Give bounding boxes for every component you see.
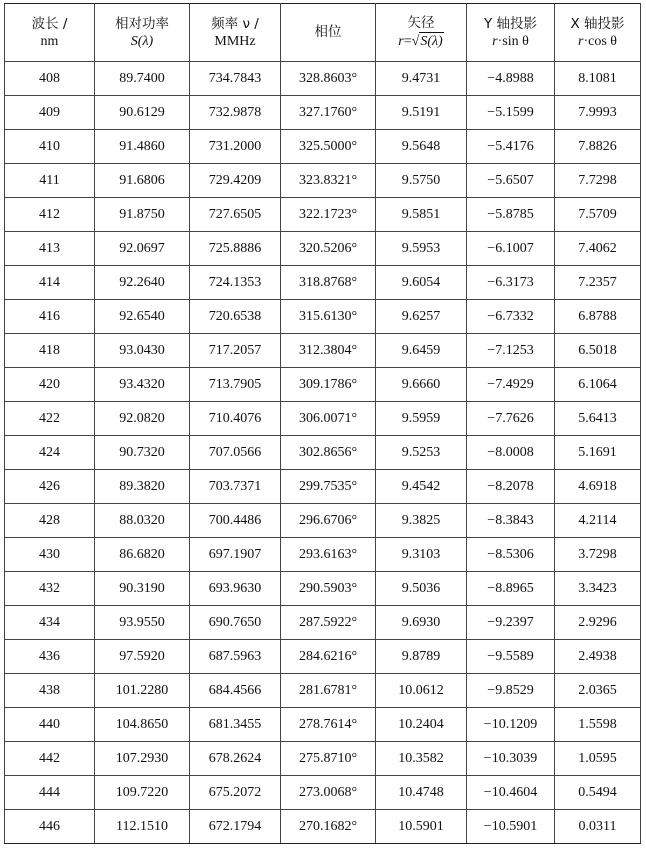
header-power-symbol <box>95 33 189 50</box>
header-frequency-unit: MMHz <box>214 33 256 49</box>
wavelength-cell: 414 <box>5 266 95 300</box>
power-cell: 93.4320 <box>95 368 190 402</box>
y-projection-cell: −8.2078 <box>467 470 555 504</box>
wavelength-cell: 426 <box>5 470 95 504</box>
header-frequency-label: 频率 ν / <box>211 15 259 32</box>
table-row <box>5 334 641 368</box>
vector-cell: 9.3103 <box>376 538 467 572</box>
phase-cell: 323.8321° <box>281 164 376 198</box>
wavelength-cell: 411 <box>5 164 95 198</box>
header-vector-eq: =√ <box>403 34 420 49</box>
x-projection-cell: 6.1064 <box>555 368 641 402</box>
header-power-s: S <box>130 33 138 49</box>
header-relative-power <box>95 4 190 62</box>
y-projection-cell: −5.1599 <box>467 96 555 130</box>
wavelength-cell: 436 <box>5 640 95 674</box>
x-projection-cell: 7.8826 <box>555 130 641 164</box>
x-projection-cell: 1.0595 <box>555 742 641 776</box>
table-row <box>5 300 641 334</box>
frequency-cell: 707.0566 <box>190 436 281 470</box>
x-projection-cell: 2.9296 <box>555 606 641 640</box>
y-projection-cell: −5.8785 <box>467 198 555 232</box>
y-projection-cell: −6.3173 <box>467 266 555 300</box>
table-row <box>5 368 641 402</box>
power-cell: 90.3190 <box>95 572 190 606</box>
frequency-cell: 724.1353 <box>190 266 281 300</box>
table-row <box>5 504 641 538</box>
power-cell: 92.2640 <box>95 266 190 300</box>
x-projection-cell: 7.4062 <box>555 232 641 266</box>
vector-cell: 9.5953 <box>376 232 467 266</box>
phase-cell: 296.6706° <box>281 504 376 538</box>
frequency-cell: 684.4566 <box>190 674 281 708</box>
header-xproj-rest: ·cos θ <box>583 33 617 49</box>
power-cell: 91.8750 <box>95 198 190 232</box>
phase-cell: 328.8603° <box>281 62 376 96</box>
x-projection-cell: 5.6413 <box>555 402 641 436</box>
x-projection-cell: 4.2114 <box>555 504 641 538</box>
phase-cell: 273.0068° <box>281 776 376 810</box>
wavelength-cell: 446 <box>5 810 95 844</box>
wavelength-cell: 412 <box>5 198 95 232</box>
vector-cell: 9.5851 <box>376 198 467 232</box>
frequency-cell: 693.9630 <box>190 572 281 606</box>
phase-cell: 318.8768° <box>281 266 376 300</box>
y-projection-cell: −5.6507 <box>467 164 555 198</box>
vector-cell: 9.5253 <box>376 436 467 470</box>
y-projection-cell: −9.5589 <box>467 640 555 674</box>
y-projection-cell: −5.4176 <box>467 130 555 164</box>
header-x-projection <box>555 4 641 62</box>
table-row <box>5 776 641 810</box>
power-cell: 86.6820 <box>95 538 190 572</box>
wavelength-cell: 420 <box>5 368 95 402</box>
header-yproj-r: r <box>492 33 498 49</box>
table-row <box>5 266 641 300</box>
power-cell: 89.7400 <box>95 62 190 96</box>
wavelength-cell: 422 <box>5 402 95 436</box>
table-row <box>5 708 641 742</box>
y-projection-cell: −9.2397 <box>467 606 555 640</box>
vector-cell: 9.5959 <box>376 402 467 436</box>
phase-cell: 270.1682° <box>281 810 376 844</box>
y-projection-cell: −10.4604 <box>467 776 555 810</box>
header-wavelength <box>5 4 95 62</box>
table-row <box>5 436 641 470</box>
phase-cell: 302.8656° <box>281 436 376 470</box>
y-projection-cell: −6.7332 <box>467 300 555 334</box>
frequency-cell: 697.1907 <box>190 538 281 572</box>
header-phase-label: 相位 <box>314 24 342 40</box>
y-projection-cell: −4.8988 <box>467 62 555 96</box>
vector-cell: 10.5901 <box>376 810 467 844</box>
x-projection-cell: 7.7298 <box>555 164 641 198</box>
frequency-cell: 729.4209 <box>190 164 281 198</box>
power-cell: 93.0430 <box>95 334 190 368</box>
x-projection-cell: 0.5494 <box>555 776 641 810</box>
header-vector-r: r <box>398 34 404 49</box>
wavelength-cell: 430 <box>5 538 95 572</box>
header-xproj-r: r <box>578 33 584 49</box>
wavelength-cell: 440 <box>5 708 95 742</box>
y-projection-cell: −10.5901 <box>467 810 555 844</box>
table-row <box>5 470 641 504</box>
header-vector <box>376 4 467 62</box>
power-cell: 93.9550 <box>95 606 190 640</box>
header-yproj-formula <box>467 33 554 50</box>
phase-cell: 284.6216° <box>281 640 376 674</box>
header-power-label: 相对功率 <box>115 15 169 32</box>
vector-cell: 10.2404 <box>376 708 467 742</box>
y-projection-cell: −7.1253 <box>467 334 555 368</box>
table-body <box>5 62 641 844</box>
power-cell: 90.7320 <box>95 436 190 470</box>
wavelength-cell: 416 <box>5 300 95 334</box>
x-projection-cell: 5.1691 <box>555 436 641 470</box>
header-xproj-label: X 轴投影 <box>570 15 625 32</box>
table-row <box>5 742 641 776</box>
wavelength-cell: 438 <box>5 674 95 708</box>
x-projection-cell: 7.5709 <box>555 198 641 232</box>
frequency-cell: 727.6505 <box>190 198 281 232</box>
power-cell: 97.5920 <box>95 640 190 674</box>
vector-cell: 9.5036 <box>376 572 467 606</box>
frequency-cell: 713.7905 <box>190 368 281 402</box>
x-projection-cell: 2.4938 <box>555 640 641 674</box>
x-projection-cell: 6.8788 <box>555 300 641 334</box>
x-projection-cell: 8.1081 <box>555 62 641 96</box>
table-row <box>5 164 641 198</box>
wavelength-cell: 410 <box>5 130 95 164</box>
power-cell: 109.7220 <box>95 776 190 810</box>
header-phase <box>281 4 376 62</box>
vector-cell: 9.3825 <box>376 504 467 538</box>
vector-cell: 9.4731 <box>376 62 467 96</box>
vector-cell: 9.6054 <box>376 266 467 300</box>
phase-cell: 299.7535° <box>281 470 376 504</box>
power-cell: 92.0820 <box>95 402 190 436</box>
table-row <box>5 640 641 674</box>
x-projection-cell: 7.9993 <box>555 96 641 130</box>
header-vector-arg: S(λ) <box>420 34 443 49</box>
phase-cell: 312.3804° <box>281 334 376 368</box>
phase-cell: 287.5922° <box>281 606 376 640</box>
table-row <box>5 62 641 96</box>
power-cell: 91.4860 <box>95 130 190 164</box>
table-row <box>5 606 641 640</box>
vector-cell: 9.6930 <box>376 606 467 640</box>
y-projection-cell: −8.5306 <box>467 538 555 572</box>
data-table <box>4 3 641 844</box>
wavelength-cell: 418 <box>5 334 95 368</box>
wavelength-cell: 434 <box>5 606 95 640</box>
table-row <box>5 538 641 572</box>
frequency-cell: 700.4486 <box>190 504 281 538</box>
phase-cell: 275.8710° <box>281 742 376 776</box>
frequency-cell: 710.4076 <box>190 402 281 436</box>
y-projection-cell: −7.7626 <box>467 402 555 436</box>
phase-cell: 281.6781° <box>281 674 376 708</box>
phase-cell: 315.6130° <box>281 300 376 334</box>
y-projection-cell: −8.3843 <box>467 504 555 538</box>
vector-cell: 9.6257 <box>376 300 467 334</box>
y-projection-cell: −6.1007 <box>467 232 555 266</box>
header-power-lambda: (λ) <box>137 33 154 49</box>
power-cell: 92.0697 <box>95 232 190 266</box>
table-row <box>5 674 641 708</box>
frequency-cell: 687.5963 <box>190 640 281 674</box>
vector-cell: 9.5648 <box>376 130 467 164</box>
frequency-cell: 690.7650 <box>190 606 281 640</box>
header-wavelength-label: 波长 / <box>31 15 68 32</box>
phase-cell: 309.1786° <box>281 368 376 402</box>
x-projection-cell: 7.2357 <box>555 266 641 300</box>
table-row <box>5 130 641 164</box>
power-cell: 90.6129 <box>95 96 190 130</box>
phase-cell: 325.5000° <box>281 130 376 164</box>
vector-cell: 10.0612 <box>376 674 467 708</box>
vector-cell: 9.5191 <box>376 96 467 130</box>
phase-cell: 290.5903° <box>281 572 376 606</box>
phase-cell: 278.7614° <box>281 708 376 742</box>
table-row <box>5 96 641 130</box>
power-cell: 91.6806 <box>95 164 190 198</box>
x-projection-cell: 0.0311 <box>555 810 641 844</box>
wavelength-cell: 432 <box>5 572 95 606</box>
phase-cell: 322.1723° <box>281 198 376 232</box>
header-vector-label: 矢径 <box>407 15 435 31</box>
table-header <box>5 4 641 62</box>
frequency-cell: 731.2000 <box>190 130 281 164</box>
phase-cell: 320.5206° <box>281 232 376 266</box>
x-projection-cell: 3.3423 <box>555 572 641 606</box>
wavelength-cell: 413 <box>5 232 95 266</box>
header-row <box>5 4 641 62</box>
vector-cell: 10.4748 <box>376 776 467 810</box>
table-row <box>5 402 641 436</box>
phase-cell: 306.0071° <box>281 402 376 436</box>
header-vector-formula <box>376 32 466 50</box>
table-row <box>5 198 641 232</box>
vector-cell: 9.4542 <box>376 470 467 504</box>
frequency-cell: 678.2624 <box>190 742 281 776</box>
power-cell: 104.8650 <box>95 708 190 742</box>
y-projection-cell: −10.3039 <box>467 742 555 776</box>
power-cell: 101.2280 <box>95 674 190 708</box>
phase-cell: 293.6163° <box>281 538 376 572</box>
x-projection-cell: 2.0365 <box>555 674 641 708</box>
y-projection-cell: −7.4929 <box>467 368 555 402</box>
header-yproj-rest: ·sin θ <box>497 33 529 49</box>
power-cell: 88.0320 <box>95 504 190 538</box>
y-projection-cell: −8.8965 <box>467 572 555 606</box>
frequency-cell: 675.2072 <box>190 776 281 810</box>
vector-cell: 9.6459 <box>376 334 467 368</box>
frequency-cell: 717.2057 <box>190 334 281 368</box>
vector-cell: 10.3582 <box>376 742 467 776</box>
vector-cell: 9.8789 <box>376 640 467 674</box>
frequency-cell: 681.3455 <box>190 708 281 742</box>
vector-cell: 9.5750 <box>376 164 467 198</box>
table-row <box>5 572 641 606</box>
frequency-cell: 732.9878 <box>190 96 281 130</box>
vector-cell: 9.6660 <box>376 368 467 402</box>
wavelength-cell: 408 <box>5 62 95 96</box>
power-cell: 89.3820 <box>95 470 190 504</box>
power-cell: 112.1510 <box>95 810 190 844</box>
wavelength-cell: 428 <box>5 504 95 538</box>
header-yproj-label: Y 轴投影 <box>483 15 538 32</box>
header-wavelength-unit: nm <box>40 33 59 49</box>
frequency-cell: 720.6538 <box>190 300 281 334</box>
table-row <box>5 810 641 844</box>
x-projection-cell: 4.6918 <box>555 470 641 504</box>
y-projection-cell: −9.8529 <box>467 674 555 708</box>
wavelength-cell: 409 <box>5 96 95 130</box>
x-projection-cell: 3.7298 <box>555 538 641 572</box>
power-cell: 107.2930 <box>95 742 190 776</box>
y-projection-cell: −10.1209 <box>467 708 555 742</box>
frequency-cell: 703.7371 <box>190 470 281 504</box>
wavelength-cell: 424 <box>5 436 95 470</box>
frequency-cell: 725.8886 <box>190 232 281 266</box>
table-row <box>5 232 641 266</box>
wavelength-cell: 442 <box>5 742 95 776</box>
y-projection-cell: −8.0008 <box>467 436 555 470</box>
power-cell: 92.6540 <box>95 300 190 334</box>
wavelength-cell: 444 <box>5 776 95 810</box>
frequency-cell: 734.7843 <box>190 62 281 96</box>
header-frequency <box>190 4 281 62</box>
header-xproj-formula <box>555 33 640 50</box>
phase-cell: 327.1760° <box>281 96 376 130</box>
x-projection-cell: 1.5598 <box>555 708 641 742</box>
x-projection-cell: 6.5018 <box>555 334 641 368</box>
frequency-cell: 672.1794 <box>190 810 281 844</box>
header-y-projection <box>467 4 555 62</box>
